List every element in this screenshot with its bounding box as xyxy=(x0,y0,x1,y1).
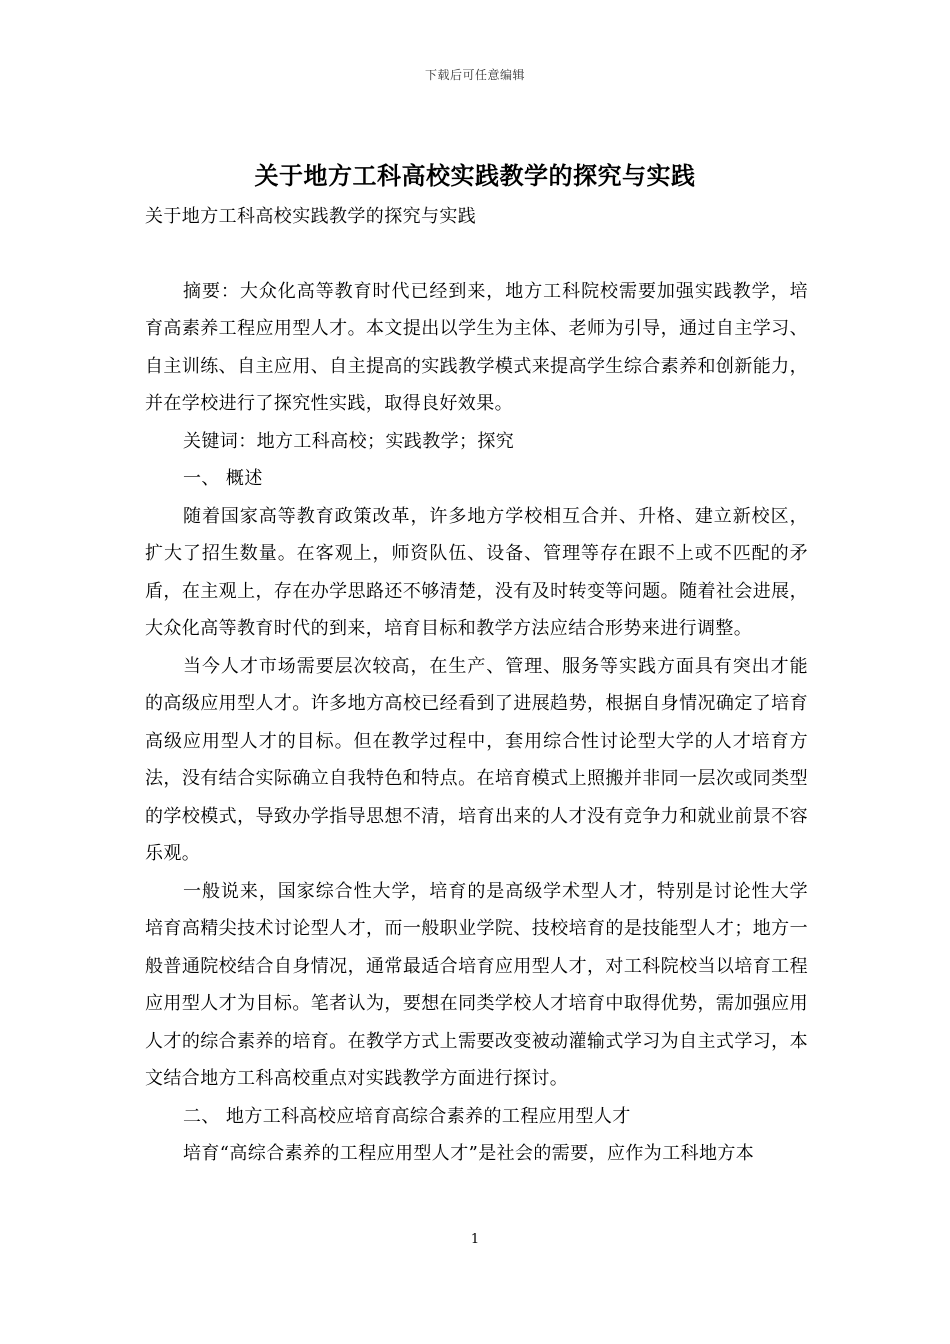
section-heading-1: 一、 概述 xyxy=(183,468,263,489)
document-title: 关于地方工科高校实践教学的探究与实践 xyxy=(254,161,696,190)
body-paragraph-2: 当今人才市场需要层次较高，在生产、管理、服务等实践方面具有突出才能的高级应用型人才。许多地方高校已经看到了进展趋势，根据自身情况确定了培育高级应用型人才的目标。但在教学过程中，套用综合性讨论型大学的人才培育方法，没有结合实际确立自我特色和特点。在培育模式上照搬并非同一层次或同类型的学校模式，导致办学指导思想不清，培育出来的人才没有竞争力和就业前景不容乐观。 xyxy=(145,655,808,864)
document-body xyxy=(145,198,808,1173)
keywords-line: 关键词：地方工科高校；实践教学；探究 xyxy=(183,430,515,452)
document-subtitle: 关于地方工科高校实践教学的探究与实践 xyxy=(145,206,477,227)
body-paragraph-3: 一般说来，国家综合性大学，培育的是高级学术型人才，特别是讨论性大学培育高精尖技术讨论型人才，而一般职业学院、技校培育的是技能型人才；地方一般普通院校结合自身情况，通常最适合培育应用型人才，对工科院校当以培育工程应用型人才为目标。笔者认为，要想在同类学校人才培育中取得优势，需加强应用人才的综合素养的培育。在教学方式上需要改变被动灌输式学习为自主式学习，本文结合地方工科高校重点对实践教学方面进行探讨。 xyxy=(145,880,808,1089)
section-heading-2: 二、 地方工科高校应培育高综合素养的工程应用型人才 xyxy=(183,1105,631,1127)
body-paragraph-4: 培育“高综合素养的工程应用型人才”是社会的需要，应作为工科地方本 xyxy=(183,1143,755,1164)
abstract-paragraph: 摘要：大众化高等教育时代已经到来，地方工科院校需要加强实践教学，培育高素养工程应用型人才。本文提出以学生为主体、老师为引导，通过自主学习、自主训练、自主应用、自主提高的实践教学模式来提高学生综合素养和创新能力，并在学校进行了探究性实践，取得良好效果。 xyxy=(145,280,808,414)
body-paragraph-1: 随着国家高等教育政策改革，许多地方学校相互合并、升格、建立新校区，扩大了招生数量。在客观上，师资队伍、设备、管理等存在跟不上或不匹配的矛盾，在主观上，存在办学思路还不够清楚，没有及时转变等问题。随着社会进展，大众化高等教育时代的到来，培育目标和教学方法应结合形势来进行调整。 xyxy=(145,505,808,639)
header-note: 下载后可任意编辑 xyxy=(424,68,525,82)
page-number: 1 xyxy=(470,1232,480,1247)
